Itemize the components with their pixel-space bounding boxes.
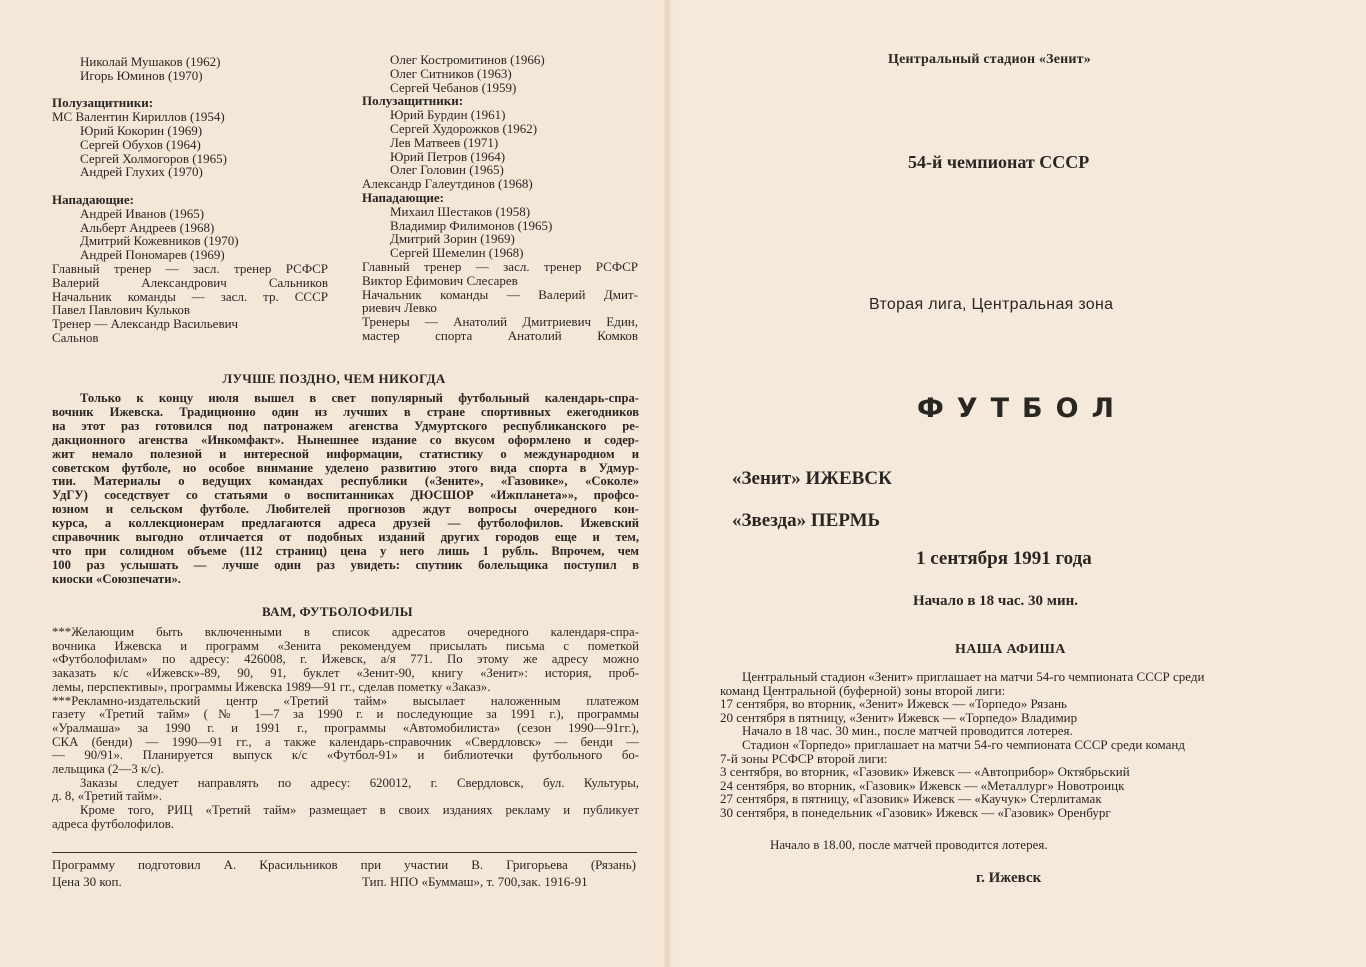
afisha-line: 27 сентября, в пятницу, «Газовик» Ижевск — «Каучук» Стерлитамак xyxy=(720,791,1102,807)
text-line: СКА (бенди) — 1990—91 гг., а также календарь-справочник «Свердловск» — бенди — xyxy=(52,734,639,749)
text-line: киоски «Союзпечати». xyxy=(52,571,181,586)
roster-line xyxy=(52,83,328,97)
text-line: жит немало полезной и интересной информации, статистику о международном и xyxy=(52,446,639,461)
text-line: Кроме того, РИЦ «Третий тайм» размещает в своих изданиях рекламу и публикует xyxy=(80,803,639,818)
text-line: Заказы следует направлять по адресу: 620012, г. Свердловск, бул. Культуры, xyxy=(80,775,639,790)
credits-rule xyxy=(52,852,637,853)
roster-line: Сергей Чебанов (1959) xyxy=(390,79,517,95)
left-page xyxy=(0,0,668,967)
afisha-line: Стадион «Торпедо» приглашает на матчи 54-го чемпионата СССР среди команд xyxy=(742,736,1185,752)
text-line: УдГУ) соседствует со статьями о воспитанниках ДЮСШОР «Ижпланета»», профсо- xyxy=(52,488,639,503)
text-line: газету «Третий тайм» (№ 1—7 за 1990 г. и последующие за 1991 г.), программы xyxy=(52,707,639,722)
roster-line: Виктор Ефимович Слесарев xyxy=(362,272,518,288)
roster-line: Альберт Андреев (1968) xyxy=(80,219,215,235)
text-line: — 90/91». Планируется выпуск к/с «Футбол-91» и библиотечки футбольного бо- xyxy=(52,748,639,763)
text-line: на этот раз готовился под патронажем агенства Удмуртского республиканского ре- xyxy=(52,418,639,433)
text-line: ***Рекламно-издательский центр «Третий тайм» высылает наложенным платежом xyxy=(52,693,639,708)
text-line: юзном и сельском футболе. Любителей прогнозов ждут вопросы очередного кон- xyxy=(52,502,639,517)
kickoff-time: Начало в 18 час. 30 мин. xyxy=(913,593,1079,609)
article-2-title: ВАМ, ФУТБОЛОФИЛЫ xyxy=(262,604,413,619)
home-team: «Зенит» ИЖЕВСК xyxy=(732,468,892,489)
stadium-name: Центральный стадион «Зенит» xyxy=(888,52,1091,67)
page-fold xyxy=(664,0,674,967)
roster-line: Олег Ситников (1963) xyxy=(390,65,512,81)
afisha-body xyxy=(720,670,1310,820)
roster-line: Михаил Шестаков (1958) xyxy=(390,203,531,219)
sport-title: ФУТБОЛ xyxy=(917,393,1127,424)
roster-line: Дмитрий Зорин (1969) xyxy=(390,231,515,247)
league-title: Вторая лига, Центральная зона xyxy=(869,296,1114,313)
afisha-line: 24 сентября, во вторник, «Газовик» Ижевск — «Металлург» Новотроицк xyxy=(720,777,1125,793)
printer: Тип. НПО «Буммаш», т. 700,зак. 1916-91 xyxy=(362,874,588,889)
afisha-line: 30 сентября, в понедельник «Газовик» Ижевск — «Газовик» Оренбург xyxy=(720,804,1111,820)
text-line: адреса футболофилов. xyxy=(52,816,174,831)
roster-line: Тренеры — Анатолий Дмитриевич Един, xyxy=(362,314,638,330)
text-line: справочник выгодно отличается от подобных изданий других городов еще и тем, xyxy=(52,530,639,545)
text-line: вочник Ижевска. Традиционно один из лучших в стране спортивных ежегодников xyxy=(52,404,639,419)
article-1-body xyxy=(52,392,639,587)
afisha-line: Центральный стадион «Зенит» приглашает на матчи 54-го чемпионата СССР среди xyxy=(742,669,1205,684)
away-team: «Звезда» ПЕРМЬ xyxy=(732,510,881,531)
roster-line: Сергей Худорожков (1962) xyxy=(390,120,538,136)
credits-line: Программу подготовил А. Красильников при участии В. Григорьева (Рязань) xyxy=(52,857,636,872)
roster-line: Тренер — Александр Васильевич xyxy=(52,316,239,332)
roster-line: риевич Левко xyxy=(362,300,437,316)
afisha-line: команд Центральной (буферной) зоны второй лиги: xyxy=(720,682,1006,698)
roster-line: Нападающие: xyxy=(52,191,135,207)
roster-line: Павел Павлович Кульков xyxy=(52,302,191,318)
text-line: заказать к/с «Ижевск»-89, 90, 91, буклет «Зенит-90, книгу «Зенит»: история, проб- xyxy=(52,666,639,681)
roster-column-1 xyxy=(52,55,328,345)
roster-line: Начальник команды — Валерий Дмит- xyxy=(362,286,638,302)
article-1-title: ЛУЧШЕ ПОЗДНО, ЧЕМ НИКОГДА xyxy=(222,371,446,386)
roster-line: Александр Галеутдинов (1968) xyxy=(362,176,533,192)
championship-title: 54-й чемпионат СССР xyxy=(908,152,1090,172)
text-line: 100 раз услышать — лучше один раз увидеть: спутник болельщика поступил в xyxy=(52,557,639,572)
text-line: тии. Материалы о ведущих командах республики («Зените», «Газовике», «Соколе» xyxy=(52,474,639,489)
afisha-line: 3 сентября, во вторник, «Газовик» Ижевск — «Автоприбор» Октябрьский xyxy=(720,764,1130,780)
article-2-body xyxy=(52,626,639,832)
match-date: 1 сентября 1991 года xyxy=(916,548,1092,569)
afisha-note: Начало в 18.00, после матчей проводится лотерея. xyxy=(770,837,1048,852)
roster-line: Нападающие: xyxy=(362,189,445,205)
roster-line: Олег Головин (1965) xyxy=(390,162,504,178)
text-line: лемы, перспективы», программы Ижевска 1989—91 гг., сделав пометку «Заказ». xyxy=(52,679,491,694)
roster-line: Юрий Бурдин (1961) xyxy=(390,107,506,123)
roster-line: Олег Костромитинов (1966) xyxy=(390,52,545,67)
city: г. Ижевск xyxy=(976,870,1042,886)
roster-column-2 xyxy=(362,53,638,343)
roster-line: Юрий Петров (1964) xyxy=(390,148,506,164)
afisha-line: 17 сентября, во вторник, «Зенит» Ижевск — «Торпедо» Рязань xyxy=(720,696,1067,712)
roster-line: мастер спорта Анатолий Комков xyxy=(362,327,638,343)
roster-line: Полузащитники: xyxy=(362,93,464,109)
roster-line: Владимир Филимонов (1965) xyxy=(390,217,553,233)
text-line: курса, а коллекционерам предлагаются адреса друзей — футболофилов. Ижевский xyxy=(52,516,639,531)
roster-line: Андрей Глухих (1970) xyxy=(80,164,203,180)
roster-line: Сергей Холмогоров (1965) xyxy=(80,150,227,166)
text-line: «Футболофилам» по адресу: 426008, г. Ижевск, а/я 771. По этому же адресу можно xyxy=(52,652,639,667)
roster-line: Сальнов xyxy=(52,329,99,345)
roster-line: Начальник команды — засл. тр. СССР xyxy=(52,288,328,304)
roster-line: Сергей Обухов (1964) xyxy=(80,136,201,152)
roster-line: Юрий Кокорин (1969) xyxy=(80,122,203,138)
roster-line: Дмитрий Кожевников (1970) xyxy=(80,233,239,249)
price: Цена 30 коп. xyxy=(52,874,122,889)
text-line: лельщика (2—3 к/с). xyxy=(52,762,164,777)
text-line: Только к концу июля вышел в свет популярный футбольный календарь-спра- xyxy=(80,391,639,405)
text-line: ***Желающим быть включенными в список адресатов очередного календаря-спра- xyxy=(52,625,639,639)
roster-line: Главный тренер — засл. тренер РСФСР xyxy=(362,258,638,274)
text-line: что при солидном объеме (112 страниц) цена у него лишь 1 рубль. Впрочем, чем xyxy=(52,543,639,558)
roster-line: Игорь Юминов (1970) xyxy=(80,67,203,83)
text-line: д. 8, «Третий тайм». xyxy=(52,789,162,804)
text-line: советском футболе, но особое внимание уделено развитию этого вида спорта в Удмур- xyxy=(52,460,639,475)
roster-line: МС Валентин Кириллов (1954) xyxy=(52,109,225,125)
roster-line: Сергей Шемелин (1968) xyxy=(390,245,524,261)
roster-line: Валерий Александрович Сальников xyxy=(52,274,328,290)
afisha-title: НАША АФИША xyxy=(955,642,1066,657)
roster-line: Полузащитники: xyxy=(52,95,154,111)
roster-line xyxy=(52,179,328,193)
afisha-line: 7-й зоны РСФСР второй лиги: xyxy=(720,750,888,766)
afisha-line: 20 сентября в пятницу, «Зенит» Ижевск — «Торпедо» Владимир xyxy=(720,709,1078,725)
roster-line: Главный тренер — засл. тренер РСФСР xyxy=(52,260,328,276)
right-page xyxy=(668,0,1366,967)
roster-line: Николай Мушаков (1962) xyxy=(80,54,221,69)
afisha-line: Начало в 18 час. 30 мин., после матчей проводится лотерея. xyxy=(742,723,1073,739)
roster-line: Андрей Иванов (1965) xyxy=(80,205,205,221)
text-line: вочника Ижевска и программ «Зенита рекомендуем присылать письма с пометкой xyxy=(52,638,639,653)
text-line: дакционного агенства «Инкомфакт». Нынешнее издание со вкусом оформлено и содер- xyxy=(52,432,639,447)
roster-line: Лев Матвеев (1971) xyxy=(390,134,499,150)
roster-line: Андрей Пономарев (1969) xyxy=(80,247,225,263)
text-line: «Уралмаша» за 1990 г. и 1991 г., программы «Автомобилиста» (сезон 1990—91гг.), xyxy=(52,720,639,735)
